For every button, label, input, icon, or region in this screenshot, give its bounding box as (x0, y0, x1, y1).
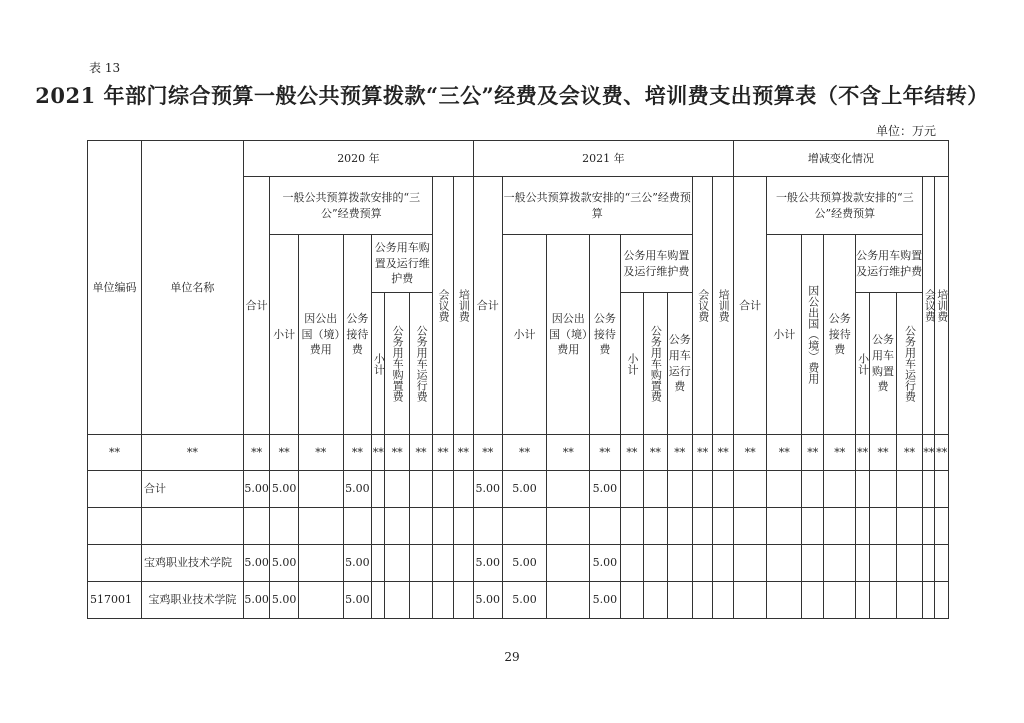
row-2020-subtotal: 5.00 (270, 471, 299, 508)
row-2021-abroad (547, 471, 590, 508)
header-change-vehicle-operation (896, 293, 922, 435)
table-row (88, 582, 949, 619)
placeholder-cell: ** (713, 435, 733, 471)
header-2020-vehicle-group: 公务用车购置及运行维护费 (372, 235, 433, 293)
row-2021-vehicle-operation (667, 471, 692, 508)
row-2020-meeting (433, 545, 453, 582)
row-change-reception (824, 582, 856, 619)
placeholder-row (88, 435, 949, 471)
header-2020-sangong: 一般公共预算拨款安排的“三公”经费预算 (270, 177, 433, 235)
header-change-training (935, 177, 949, 435)
header-change-vehicle-subtotal (856, 293, 870, 435)
row-change-vehicle-subtotal (856, 508, 870, 545)
placeholder-cell: ** (88, 435, 142, 471)
header-2020-total: 合计 (243, 177, 269, 435)
row-change-total (733, 471, 767, 508)
row-change-meeting (923, 471, 935, 508)
header-change-abroad-text: 因公出国（境）费用 (806, 285, 820, 384)
placeholder-cell: ** (935, 435, 949, 471)
row-2021-training (713, 545, 733, 582)
row-2021-total (474, 508, 503, 545)
header-change-total: 合计 (733, 177, 767, 435)
row-unit-name: 合计 (141, 471, 243, 508)
row-2020-meeting (433, 582, 453, 619)
row-unit-code: 517001 (88, 582, 142, 619)
header-2020-training-text: 培训费 (457, 289, 471, 322)
row-2021-training (713, 582, 733, 619)
placeholder-cell: ** (270, 435, 299, 471)
row-2020-vehicle-operation (409, 471, 432, 508)
row-2021-vehicle-operation (667, 545, 692, 582)
placeholder-cell: ** (923, 435, 935, 471)
row-change-vehicle-subtotal (856, 582, 870, 619)
header-2020-vehicle-subtotal (372, 293, 385, 435)
header-2020-vehicle-operation-text: 公务用车运行费 (415, 325, 429, 402)
header-2020-reception: 公务接待费 (343, 235, 372, 435)
header-change-subtotal: 小计 (767, 235, 802, 435)
placeholder-cell: ** (474, 435, 503, 471)
table-row (88, 545, 949, 582)
row-change-abroad (802, 508, 824, 545)
placeholder-cell: ** (644, 435, 667, 471)
header-unit-name: 单位名称 (141, 141, 243, 435)
row-2021-vehicle-purchase (644, 471, 667, 508)
row-change-vehicle-operation (896, 508, 922, 545)
row-2021-subtotal: 5.00 (502, 582, 547, 619)
row-change-vehicle-operation (896, 471, 922, 508)
header-2020-vehicle-operation (409, 293, 432, 435)
row-2020-reception (343, 508, 372, 545)
row-change-reception (824, 508, 856, 545)
unit-label: 单位：万元 (875, 124, 936, 138)
header-change-reception: 公务接待费 (824, 235, 856, 435)
row-2021-vehicle-purchase (644, 582, 667, 619)
row-2021-subtotal: 5.00 (502, 471, 547, 508)
row-change-training (935, 582, 949, 619)
header-year-2020: 2020 年 (243, 141, 473, 177)
header-2021-training (713, 177, 733, 435)
placeholder-cell: ** (372, 435, 385, 471)
header-change: 增减变化情况 (733, 141, 948, 177)
placeholder-cell: ** (141, 435, 243, 471)
row-change-vehicle-operation (896, 545, 922, 582)
row-change-vehicle-subtotal (856, 545, 870, 582)
placeholder-cell: ** (667, 435, 692, 471)
header-change-vehicle-subtotal-text: 小计 (856, 352, 870, 375)
row-2020-abroad (298, 582, 343, 619)
row-change-abroad (802, 545, 824, 582)
row-change-total (733, 582, 767, 619)
row-2020-meeting (433, 508, 453, 545)
row-2020-total: 5.00 (243, 582, 269, 619)
row-change-abroad (802, 471, 824, 508)
row-2020-training (453, 508, 473, 545)
row-change-vehicle-purchase (870, 582, 896, 619)
row-2020-subtotal (270, 508, 299, 545)
row-2021-meeting (693, 545, 713, 582)
row-2021-abroad (547, 545, 590, 582)
header-change-meeting (923, 177, 935, 435)
placeholder-cell: ** (547, 435, 590, 471)
row-unit-name (141, 508, 243, 545)
header-2020-vehicle-purchase-text: 公务用车购置费 (391, 325, 405, 402)
row-2020-vehicle-purchase (385, 471, 409, 508)
row-2020-total: 5.00 (243, 545, 269, 582)
row-2020-abroad (298, 545, 343, 582)
placeholder-cell: ** (502, 435, 547, 471)
placeholder-cell: ** (856, 435, 870, 471)
row-change-reception (824, 471, 856, 508)
row-2020-vehicle-operation (409, 582, 432, 619)
row-unit-code (88, 508, 142, 545)
header-2021-vehicle-subtotal (620, 293, 643, 435)
row-change-subtotal (767, 471, 802, 508)
row-2020-training (453, 471, 473, 508)
row-change-reception (824, 545, 856, 582)
placeholder-cell: ** (343, 435, 372, 471)
header-2020-vehicle-purchase (385, 293, 409, 435)
placeholder-cell: ** (824, 435, 856, 471)
placeholder-cell: ** (590, 435, 621, 471)
table-row (88, 508, 949, 545)
row-2021-reception: 5.00 (590, 471, 621, 508)
row-2021-total: 5.00 (474, 471, 503, 508)
header-2020-meeting (433, 177, 453, 435)
row-change-training (935, 545, 949, 582)
row-2021-vehicle-operation (667, 508, 692, 545)
placeholder-cell: ** (385, 435, 409, 471)
header-2021-training-text: 培训费 (717, 289, 731, 322)
header-change-sangong: 一般公共预算拨款安排的“三公”经费预算 (767, 177, 923, 235)
row-2020-reception: 5.00 (343, 582, 372, 619)
row-change-vehicle-purchase (870, 471, 896, 508)
header-2021-meeting-text: 会议费 (696, 289, 710, 322)
row-2021-training (713, 508, 733, 545)
table-number: 表 13 (89, 61, 121, 75)
placeholder-cell: ** (298, 435, 343, 471)
placeholder-cell: ** (767, 435, 802, 471)
row-2021-vehicle-subtotal (620, 508, 643, 545)
budget-table (87, 140, 949, 619)
header-2021-vehicle-group: 公务用车购置及运行维护费 (620, 235, 692, 293)
row-change-subtotal (767, 545, 802, 582)
header-2021-subtotal: 小计 (502, 235, 547, 435)
row-2021-vehicle-subtotal (620, 471, 643, 508)
table-row (88, 471, 949, 508)
header-2021-total: 合计 (474, 177, 503, 435)
header-change-training-text: 培训费 (935, 289, 949, 322)
row-unit-name: 宝鸡职业技术学院 (141, 582, 243, 619)
header-change-meeting-text: 会议费 (923, 289, 937, 322)
header-unit-code: 单位编码 (88, 141, 142, 435)
row-unit-code (88, 545, 142, 582)
row-2021-meeting (693, 582, 713, 619)
row-2021-abroad (547, 508, 590, 545)
row-unit-name: 宝鸡职业技术学院 (141, 545, 243, 582)
row-2021-total: 5.00 (474, 582, 503, 619)
row-2021-vehicle-subtotal (620, 582, 643, 619)
row-change-vehicle-purchase (870, 545, 896, 582)
row-2020-vehicle-operation (409, 545, 432, 582)
row-2020-total: 5.00 (243, 471, 269, 508)
row-2021-subtotal: 5.00 (502, 545, 547, 582)
header-2021-sangong: 一般公共预算拨款安排的“三公”经费预算 (502, 177, 692, 235)
row-change-subtotal (767, 508, 802, 545)
row-2020-vehicle-subtotal (372, 545, 385, 582)
row-2021-meeting (693, 508, 713, 545)
row-2020-subtotal: 5.00 (270, 582, 299, 619)
row-2021-vehicle-subtotal (620, 545, 643, 582)
row-2020-meeting (433, 471, 453, 508)
placeholder-cell: ** (409, 435, 432, 471)
row-change-vehicle-operation (896, 582, 922, 619)
header-change-vehicle-group: 公务用车购置及运行维护费 (856, 235, 923, 293)
row-2020-total (243, 508, 269, 545)
row-2021-vehicle-operation (667, 582, 692, 619)
row-2021-subtotal (502, 508, 547, 545)
placeholder-cell: ** (870, 435, 896, 471)
header-2020-training (453, 177, 473, 435)
placeholder-cell: ** (453, 435, 473, 471)
header-2021-meeting (693, 177, 713, 435)
placeholder-cell: ** (802, 435, 824, 471)
row-change-vehicle-subtotal (856, 471, 870, 508)
row-change-training (935, 508, 949, 545)
header-2020-meeting-text: 会议费 (436, 289, 450, 322)
header-2021-reception: 公务接待费 (590, 235, 621, 435)
row-2020-reception: 5.00 (343, 545, 372, 582)
header-change-vehicle-operation-text: 公务用车运行费 (903, 325, 917, 402)
page-title: 2021 年部门综合预算一般公共预算拨款“三公”经费及会议费、培训费支出预算表（不含上年结转） (35, 83, 989, 108)
row-2021-meeting (693, 471, 713, 508)
row-change-meeting (923, 545, 935, 582)
row-2020-training (453, 545, 473, 582)
row-2020-reception: 5.00 (343, 471, 372, 508)
row-2020-vehicle-subtotal (372, 582, 385, 619)
row-2020-vehicle-purchase (385, 582, 409, 619)
header-2020-subtotal: 小计 (270, 235, 299, 435)
header-change-abroad (802, 235, 824, 435)
row-2021-vehicle-purchase (644, 508, 667, 545)
row-2021-vehicle-purchase (644, 545, 667, 582)
row-unit-code (88, 471, 142, 508)
placeholder-cell: ** (620, 435, 643, 471)
row-2020-abroad (298, 508, 343, 545)
row-change-total (733, 508, 767, 545)
row-2021-total: 5.00 (474, 545, 503, 582)
row-change-meeting (923, 508, 935, 545)
row-2020-training (453, 582, 473, 619)
placeholder-cell: ** (733, 435, 767, 471)
header-2020-vehicle-subtotal-text: 小计 (372, 352, 386, 375)
header-2020-abroad: 因公出国（境）费用 (298, 235, 343, 435)
row-2020-abroad (298, 471, 343, 508)
row-change-subtotal (767, 582, 802, 619)
row-2021-reception (590, 508, 621, 545)
header-2021-vehicle-subtotal-text: 小计 (625, 352, 639, 375)
row-2020-vehicle-purchase (385, 545, 409, 582)
row-change-training (935, 471, 949, 508)
placeholder-cell: ** (243, 435, 269, 471)
row-2020-vehicle-subtotal (372, 471, 385, 508)
header-year-2021: 2021 年 (474, 141, 734, 177)
placeholder-cell: ** (693, 435, 713, 471)
row-change-meeting (923, 582, 935, 619)
header-2021-vehicle-operation: 公务用车运行费 (667, 293, 692, 435)
header-change-vehicle-purchase: 公务用车购置费 (870, 293, 896, 435)
row-2020-subtotal: 5.00 (270, 545, 299, 582)
row-2021-training (713, 471, 733, 508)
row-2021-reception: 5.00 (590, 582, 621, 619)
row-change-total (733, 545, 767, 582)
row-2021-reception: 5.00 (590, 545, 621, 582)
header-2021-abroad: 因公出国（境）费用 (547, 235, 590, 435)
row-2020-vehicle-operation (409, 508, 432, 545)
page-number: 29 (504, 650, 520, 664)
row-2020-vehicle-purchase (385, 508, 409, 545)
header-2021-vehicle-purchase (644, 293, 667, 435)
header-2021-vehicle-purchase-text: 公务用车购置费 (649, 325, 663, 402)
row-2020-vehicle-subtotal (372, 508, 385, 545)
row-change-vehicle-purchase (870, 508, 896, 545)
row-change-abroad (802, 582, 824, 619)
row-2021-abroad (547, 582, 590, 619)
placeholder-cell: ** (896, 435, 922, 471)
placeholder-cell: ** (433, 435, 453, 471)
